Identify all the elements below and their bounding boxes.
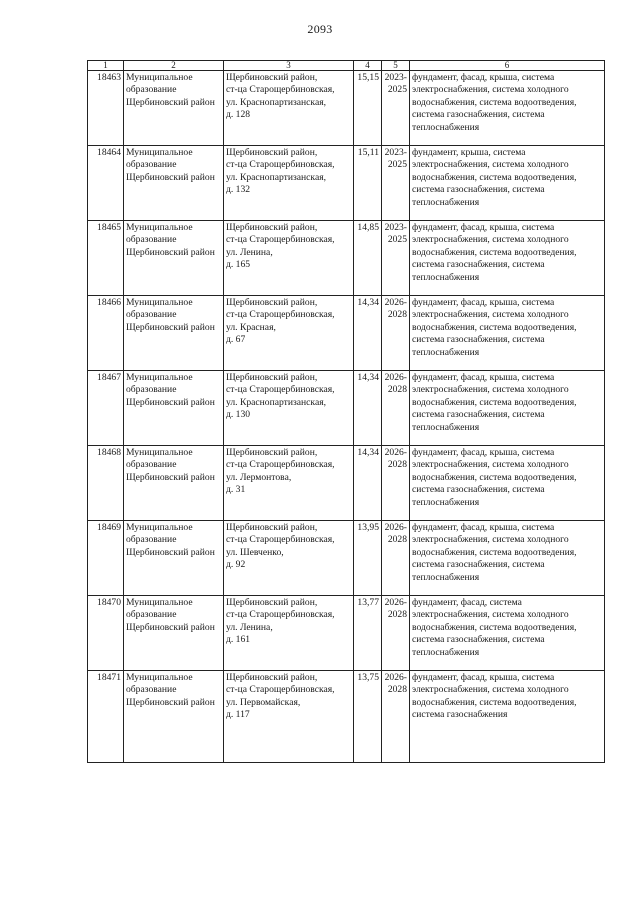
municipality-cell: Муниципальное образование Щербиновский район xyxy=(124,446,224,521)
works-cell: фундамент, фасад, крыша, система электроснабжения, система холодного водоснабжения, система водоотведения, система газоснабжения, система теплоснабжения xyxy=(410,296,605,371)
period-cell: 2023- 2025 xyxy=(382,221,410,296)
record-number: 18471 xyxy=(88,671,124,763)
table-row xyxy=(88,446,605,521)
area-cell: 14,34 xyxy=(354,371,382,446)
municipality-cell: Муниципальное образование Щербиновский район xyxy=(124,671,224,763)
address-cell: Щербиновский район, ст-ца Старощербиновская, ул. Краснопартизанская, д. 128 xyxy=(224,71,354,146)
table-row xyxy=(88,671,605,763)
period-cell: 2026- 2028 xyxy=(382,671,410,763)
works-cell: фундамент, крыша, система электроснабжения, система холодного водоснабжения, система водоотведения, система газоснабжения, система теплоснабжения xyxy=(410,146,605,221)
table-row xyxy=(88,296,605,371)
area-cell: 13,77 xyxy=(354,596,382,671)
works-cell: фундамент, фасад, крыша, система электроснабжения, система холодного водоснабжения, система водоотведения, система газоснабжения, система теплоснабжения xyxy=(410,521,605,596)
period-cell: 2026- 2028 xyxy=(382,371,410,446)
record-number: 18467 xyxy=(88,371,124,446)
municipality-cell: Муниципальное образование Щербиновский район xyxy=(124,296,224,371)
works-cell: фундамент, фасад, система электроснабжения, система холодного водоснабжения, система водоотведения, система газоснабжения, система теплоснабжения xyxy=(410,596,605,671)
record-number: 18464 xyxy=(88,146,124,221)
municipality-cell: Муниципальное образование Щербиновский район xyxy=(124,371,224,446)
area-cell: 14,85 xyxy=(354,221,382,296)
address-cell: Щербиновский район, ст-ца Старощербиновская, ул. Шевченко, д. 92 xyxy=(224,521,354,596)
registry-table xyxy=(87,60,605,763)
area-cell: 14,34 xyxy=(354,296,382,371)
area-cell: 14,34 xyxy=(354,446,382,521)
municipality-cell: Муниципальное образование Щербиновский район xyxy=(124,146,224,221)
table-row xyxy=(88,146,605,221)
address-cell: Щербиновский район, ст-ца Старощербиновская, ул. Краснопартизанская, д. 130 xyxy=(224,371,354,446)
column-header-5: 5 xyxy=(382,61,410,71)
table-row xyxy=(88,521,605,596)
period-cell: 2023- 2025 xyxy=(382,146,410,221)
works-cell: фундамент, фасад, крыша, система электроснабжения, система холодного водоснабжения, система водоотведения, система газоснабжения, система теплоснабжения xyxy=(410,221,605,296)
record-number: 18469 xyxy=(88,521,124,596)
address-cell: Щербиновский район, ст-ца Старощербиновская, ул. Ленина, д. 165 xyxy=(224,221,354,296)
period-cell: 2026- 2028 xyxy=(382,296,410,371)
address-cell: Щербиновский район, ст-ца Старощербиновская, ул. Краснопартизанская, д. 132 xyxy=(224,146,354,221)
address-cell: Щербиновский район, ст-ца Старощербиновская, ул. Первомайская, д. 117 xyxy=(224,671,354,763)
area-cell: 13,95 xyxy=(354,521,382,596)
works-cell: фундамент, фасад, крыша, система электроснабжения, система холодного водоснабжения, система водоотведения, система газоснабжения, система теплоснабжения xyxy=(410,71,605,146)
record-number: 18466 xyxy=(88,296,124,371)
area-cell: 15,15 xyxy=(354,71,382,146)
area-cell: 13,75 xyxy=(354,671,382,763)
municipality-cell: Муниципальное образование Щербиновский район xyxy=(124,596,224,671)
table-row xyxy=(88,71,605,146)
address-cell: Щербиновский район, ст-ца Старощербиновская, ул. Лермонтова, д. 31 xyxy=(224,446,354,521)
municipality-cell: Муниципальное образование Щербиновский район xyxy=(124,221,224,296)
period-cell: 2026- 2028 xyxy=(382,446,410,521)
column-header-4: 4 xyxy=(354,61,382,71)
column-header-1: 1 xyxy=(88,61,124,71)
table-row xyxy=(88,221,605,296)
column-header-6: 6 xyxy=(410,61,605,71)
period-cell: 2026- 2028 xyxy=(382,596,410,671)
area-cell: 15,11 xyxy=(354,146,382,221)
column-number-row xyxy=(88,61,605,71)
works-cell: фундамент, фасад, крыша, система электроснабжения, система холодного водоснабжения, система водоотведения, система газоснабжения, система теплоснабжения xyxy=(410,371,605,446)
column-header-3: 3 xyxy=(224,61,354,71)
record-number: 18463 xyxy=(88,71,124,146)
table-row xyxy=(88,371,605,446)
column-header-2: 2 xyxy=(124,61,224,71)
record-number: 18470 xyxy=(88,596,124,671)
period-cell: 2026- 2028 xyxy=(382,521,410,596)
period-cell: 2023- 2025 xyxy=(382,71,410,146)
works-cell: фундамент, фасад, крыша, система электроснабжения, система холодного водоснабжения, система водоотведения, система газоснабжения, система теплоснабжения xyxy=(410,446,605,521)
page-number: 2093 xyxy=(307,22,333,36)
address-cell: Щербиновский район, ст-ца Старощербиновская, ул. Красная, д. 67 xyxy=(224,296,354,371)
table-row xyxy=(88,596,605,671)
municipality-cell: Муниципальное образование Щербиновский район xyxy=(124,521,224,596)
works-cell: фундамент, фасад, крыша, система электроснабжения, система холодного водоснабжения, система водоотведения, система газоснабжения xyxy=(410,671,605,763)
address-cell: Щербиновский район, ст-ца Старощербиновская, ул. Ленина, д. 161 xyxy=(224,596,354,671)
record-number: 18468 xyxy=(88,446,124,521)
municipality-cell: Муниципальное образование Щербиновский район xyxy=(124,71,224,146)
record-number: 18465 xyxy=(88,221,124,296)
